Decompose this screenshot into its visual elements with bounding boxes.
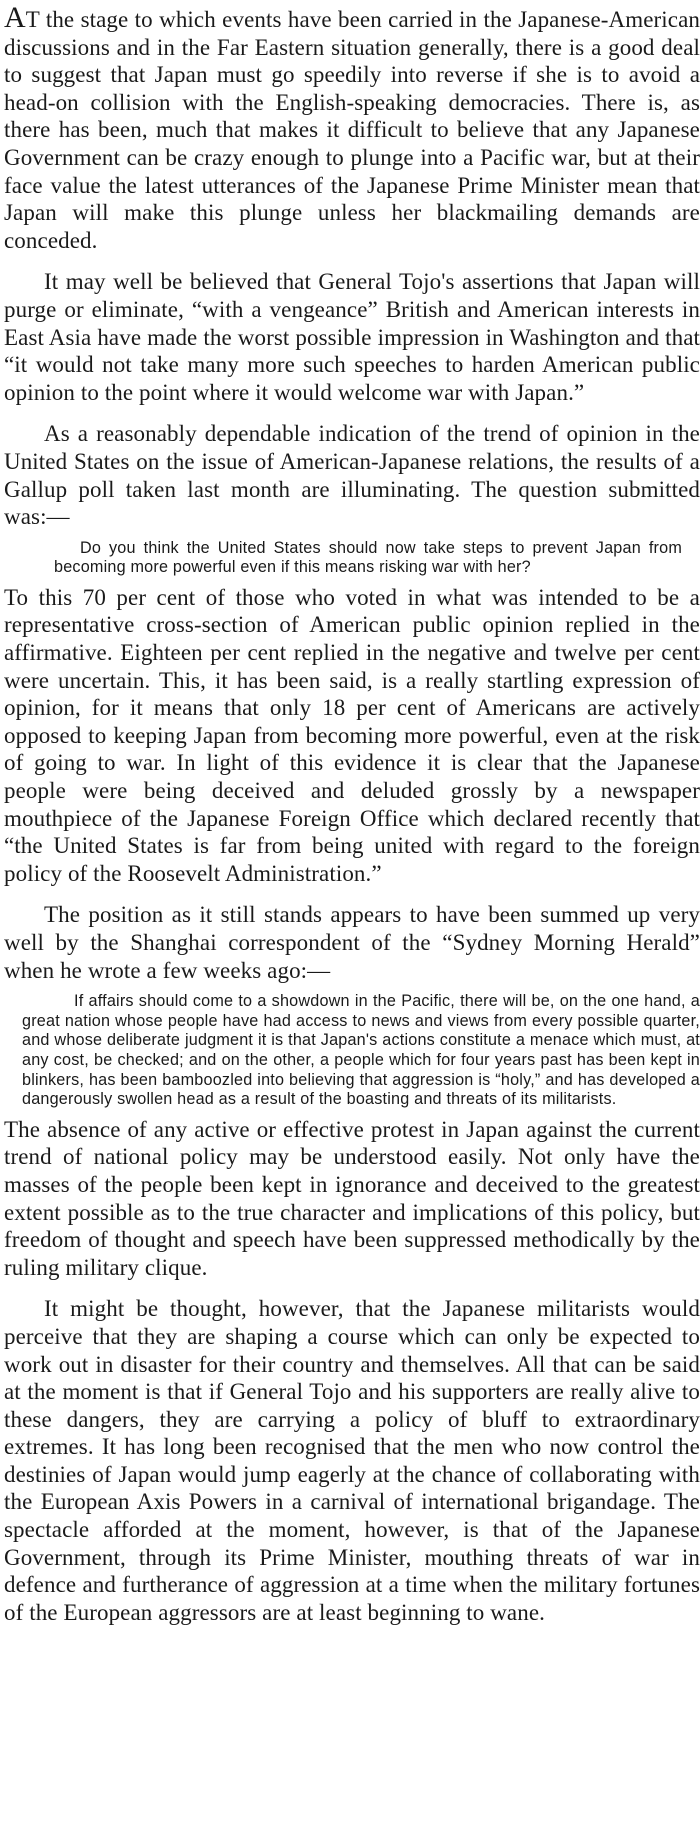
paragraph-tojo-assertions: It may well be believed that General Tojo's assertions that Japan will purge or eliminate, “with a vengeance” British and American interests in East Asia have made the worst possible impression in Washington and that “it would not take many more such speeches to harden American public opinion to the point where it would welcome war with Japan.” (4, 269, 700, 405)
paragraph-shanghai-correspondent: The position as it still stands appears to have been summed up very well by the Shanghai correspondent of the “Sydney Morning Herald” when he wrote a few weeks ago:— (4, 902, 700, 983)
paragraph-gallup-poll: As a reasonably dependable indication of the trend of opinion in the United States on the issue of American-Japanese relations, the results of a Gallup poll taken last month are illuminating. The question submitted was:— (4, 421, 700, 530)
paragraph-opening: AT the stage to which events have been carried in the Japanese-American discussions and in the Far Eastern situation generally, there is a good deal to suggest that Japan must go speedily into reverse if she is to avoid a head-on collision with the English-speaking democracies. There is, as there has been, much that makes it difficult to believe that any Japanese Government can be crazy enough to plunge into a Pacific war, but at their face value the latest utterances of the Japanese Prime Minister mean that Japan will make this plunge unless her blackmailing demands are conceded. (4, 1, 700, 253)
paragraph-militarists: It might be thought, however, that the Japanese militarists would perceive that they are shaping a course which can only be expected to work out in disaster for their country and themselves. All that can be said at the moment is that if General Tojo and his supporters are really alive to these dangers, they are carrying a policy of bluff to extraordinary extremes. It has long been recognised that the men who now control the destinies of Japan would jump eagerly at the chance of collaborating with the European Axis Powers in a carnival of international brigandage. The spectacle afforded at the moment, however, is that of the Japanese Government, through its Prime Minister, mouthing threats of war in defence and furtherance of aggression at a time when the military fortunes of the European aggressors are at least beginning to wane. (4, 1296, 700, 1625)
newspaper-article (4, 1, 700, 1843)
paragraph-absence-of-protest: The absence of any active or effective protest in Japan against the current trend of national policy may be understood easily. Not only have the masses of the people been kept in ignorance and deceived to the greatest extent possible as to the true character and implications of this policy, but freedom of thought and speech have been suppressed methodically by the ruling military clique. (4, 1116, 700, 1280)
paragraph-poll-results: To this 70 per cent of those who voted in what was intended to be a representative cross-section of American public opinion replied in the affirmative. Eighteen per cent replied in the negative and twelve per cent were uncertain. This, it has been said, is a really startling expression of opinion, for it means that only 18 per cent of Americans are actively opposed to keeping Japan from becoming more powerful, even at the risk of going to war. In light of this evidence it is clear that the Japanese people were being deceived and deluded grossly by a newspaper mouthpiece of the Japanese Foreign Office which declared recently that “the United States is far from being united with regard to the foreign policy of the Roosevelt Administration.” (4, 584, 700, 886)
quote-poll-question: Do you think the United States should now take steps to prevent Japan from becoming more powerful even if this means risking war with her? (54, 538, 682, 577)
quote-sydney-morning-herald: If affairs should come to a showdown in the Pacific, there will be, on the one hand, a great nation whose people have had access to news and views from every possible quarter, and whose deliberate judgment it is that Japan's actions constitute a menace which must, at any cost, be checked; and on the other, a people which for four years past has been kept in blinkers, has been bamboozled into believing that aggression is “holy,” and has developed a dangerously swollen head as a result of the boasting and threats of its militarists. (22, 992, 700, 1109)
